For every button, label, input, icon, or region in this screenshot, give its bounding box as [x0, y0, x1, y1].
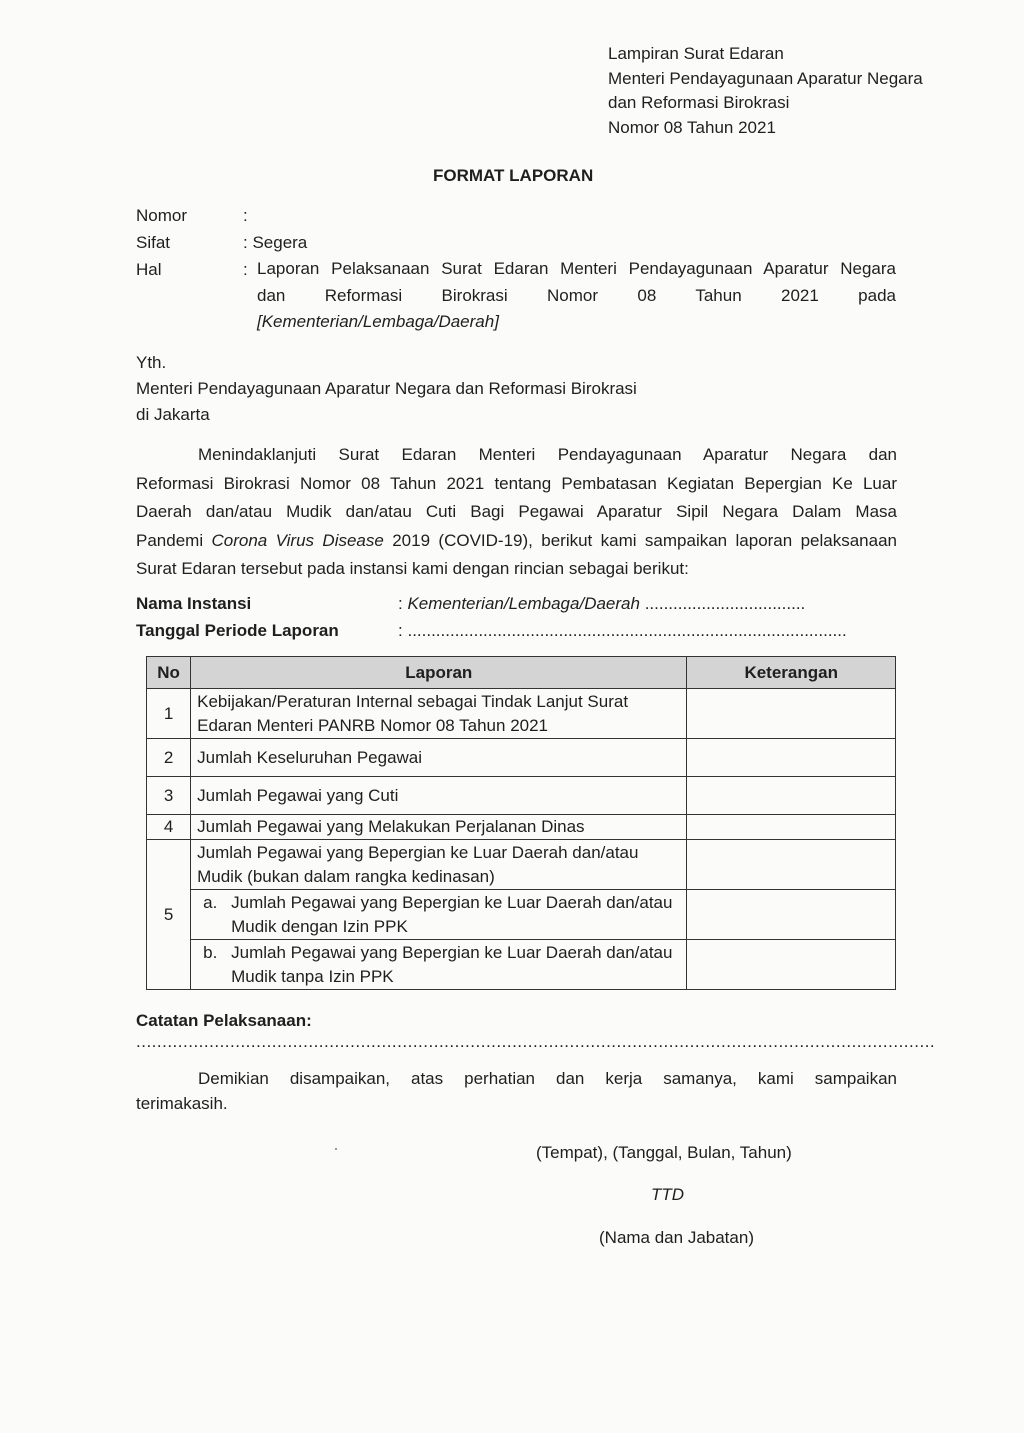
instansi-label: Nama Instansi [136, 594, 252, 613]
table-row [147, 689, 896, 739]
row-no: 2 [147, 739, 191, 777]
body-line-3: Daerah dan/atau Mudik dan/atau Cuti Bagi Pegawai Aparatur Sipil Negara Dalam Masa [136, 502, 897, 521]
catatan-label: Catatan Pelaksanaan: [136, 1011, 312, 1030]
body-line-5: Surat Edaran tersebut pada instansi kami dengan rincian sebagai berikut: [136, 559, 689, 578]
signature-name: (Nama dan Jabatan) [599, 1228, 754, 1247]
hal-text [257, 256, 896, 336]
recipient-place: di Jakarta [136, 405, 210, 424]
row-keterangan [687, 940, 896, 990]
scan-speck [335, 1148, 337, 1150]
subrow-a-marker: a. [203, 892, 218, 912]
table-row [147, 815, 896, 840]
row-text: Jumlah Pegawai yang Melakukan Perjalanan Dinas [191, 815, 687, 840]
row-text: Jumlah Pegawai yang Bepergian ke Luar Daerah dan/atau Mudik (bukan dalam rangka kedinasan) [191, 840, 687, 890]
subrow-a [191, 890, 687, 940]
table-row [147, 739, 896, 777]
row-keterangan [687, 739, 896, 777]
instansi-value: : Kementerian/Lembaga/Daerah .................................. [398, 594, 806, 613]
sifat-value: : Segera [243, 233, 308, 252]
lampiran-line-1: Lampiran Surat Edaran [608, 44, 784, 63]
row-no: 5 [147, 840, 191, 990]
nomor-value: : [243, 206, 248, 225]
lampiran-line-4: Nomor 08 Tahun 2021 [608, 117, 776, 137]
subrow-a-text: Jumlah Pegawai yang Bepergian ke Luar Daerah dan/atau Mudik dengan Izin PPK [231, 892, 673, 936]
body-line-2: Reformasi Birokrasi Nomor 08 Tahun 2021 tentang Pembatasan Kegiatan Bepergian Ke Luar [136, 473, 897, 493]
body-line-1: Menindaklanjuti Surat Edaran Menteri Pendayagunaan Aparatur Negara dan [198, 445, 897, 464]
hal-colon: : [243, 260, 248, 279]
catatan-dots: ......................................................................................................................................................... [136, 1032, 936, 1051]
body-line-4: Pandemi Corona Virus Disease 2019 (COVID-19), berikut kami sampaikan laporan pelaksanaan [136, 530, 898, 550]
header-no: No [147, 657, 191, 689]
lampiran-block [608, 42, 923, 140]
table-subrow [147, 940, 896, 990]
closing-line-1: Demikian disampaikan, atas perhatian dan kerja samanya, kami sampaikan [198, 1069, 897, 1088]
header-laporan: Laporan [191, 657, 687, 689]
table-subrow [147, 890, 896, 940]
lampiran-line-3: dan Reformasi Birokrasi [608, 93, 790, 112]
row-keterangan [687, 689, 896, 739]
signature-place-date: (Tempat), (Tanggal, Bulan, Tahun) [536, 1143, 792, 1162]
row-keterangan [687, 840, 896, 890]
closing-paragraph [136, 1066, 897, 1116]
table-row [147, 777, 896, 815]
row-text: Jumlah Pegawai yang Cuti [191, 777, 687, 815]
nomor-label: Nomor [136, 206, 188, 225]
signature-ttd: TTD [651, 1185, 685, 1204]
row-text: Jumlah Keseluruhan Pegawai [191, 739, 687, 777]
row-no: 3 [147, 777, 191, 815]
hal-line-1: Laporan Pelaksanaan Surat Edaran Menteri Pendayagunaan Aparatur Negara [257, 259, 896, 278]
row-no: 1 [147, 689, 191, 739]
report-table [146, 656, 896, 990]
row-text: Kebijakan/Peraturan Internal sebagai Tindak Lanjut Surat Edaran Menteri PANRB Nomor 08 Tahun 2021 [191, 689, 687, 739]
hal-line-2: dan Reformasi Birokrasi Nomor 08 Tahun 2021 pada [257, 285, 896, 305]
closing-line-2: terimakasih. [136, 1094, 228, 1113]
subrow-b-text: Jumlah Pegawai yang Bepergian ke Luar Daerah dan/atau Mudik tanpa Izin PPK [231, 942, 673, 986]
subrow-b [191, 940, 687, 990]
row-keterangan [687, 890, 896, 940]
lampiran-line-2: Menteri Pendayagunaan Aparatur Negara [608, 68, 923, 88]
table-row [147, 840, 896, 890]
hal-line-3: [Kementerian/Lembaga/Daerah] [257, 312, 499, 331]
row-no: 4 [147, 815, 191, 840]
table-header-row [147, 657, 896, 689]
recipient-name: Menteri Pendayagunaan Aparatur Negara dan Reformasi Birokrasi [136, 379, 637, 398]
hal-label: Hal [136, 260, 162, 279]
body-paragraph [136, 441, 897, 584]
periode-value: : ............................................................................................. [398, 621, 847, 640]
header-keterangan: Keterangan [687, 657, 896, 689]
yth-label: Yth. [136, 353, 167, 372]
row-keterangan [687, 777, 896, 815]
sifat-label: Sifat [136, 233, 171, 252]
periode-label: Tanggal Periode Laporan [136, 621, 339, 640]
document-title: FORMAT LAPORAN [433, 166, 594, 185]
subrow-b-marker: b. [203, 942, 218, 962]
row-keterangan [687, 815, 896, 840]
